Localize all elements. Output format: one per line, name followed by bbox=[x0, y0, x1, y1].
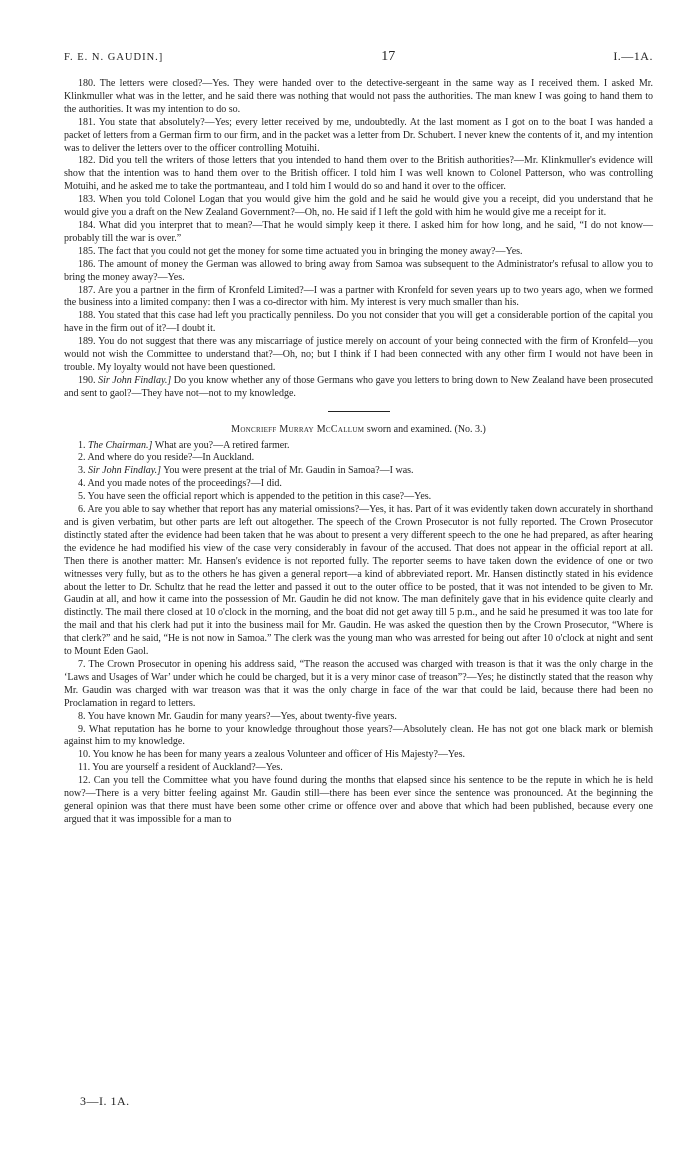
question-184: 184. What did you interpret that to mean?—That he would simply keep it there. I asked him for how long, and he said, “I do not know—probably till the war is over.” bbox=[64, 219, 653, 244]
question-189: 189. You do not suggest that there was any miscarriage of justice merely on account of your being connected with the firm of Kronfeld—you would not wish the Committee to understand that?—Oh, no; but I think if I had been connected with any other firm I would not have been in trouble. My loyalty would not have been questioned. bbox=[64, 336, 653, 373]
question-5: 5. You have seen the official report which is appended to the petition in this case?—Yes. bbox=[78, 491, 432, 503]
speaker-label: Sir John Findlay.] bbox=[98, 374, 172, 386]
question-number: 190. bbox=[78, 374, 96, 386]
witness-name: Moncrieff Murray McCallum bbox=[231, 423, 365, 435]
witness-heading bbox=[64, 424, 653, 437]
question-text: What are you?—A retired farmer. bbox=[154, 439, 290, 451]
question-3 bbox=[64, 465, 653, 478]
question-7: 7. The Crown Prosecutor in opening his address said, “The reason the accused was charged with treason is that it was the only charge in the ‘Laws and Usages of War’ under which he could be charged, but it is a very minor case of treason”?—Yes; he distinctly stated that the reason why Mr. Gaudin was charged with war treason was that it was the only charge in face of the war that could be laid, because there had been no Proclamation in regard to letters. bbox=[64, 658, 653, 709]
question-9: 9. What reputation has he borne to your knowledge throughout those years?—Absolutely clean. He has not got one black mark or blemish against him to my knowledge. bbox=[64, 723, 653, 748]
question-180: 180. The letters were closed?—Yes. They were handed over to the detective-sergeant in the same way as I received them. I asked Mr. Klinkmuller what was in the letter, and he said there was nothing that would not pass the authorities. The man knew I was going to hand them to the authorities. It was my intention to do so. bbox=[64, 78, 653, 115]
question-6: 6. Are you able to say whether that report has any material omissions?—Yes, it has. Part of it was evidently taken down accurately in shorthand and is given verbatim, but other parts are left out altogether. The speech of the Crown Prosecutor is not fully reported. The Crown Prosecutor distinctly stated after the evidence had been taken that he was about to present a very different speech to the one he had prepared, as after hearing the evidence he had modified his view of the case very considerably in favour of the accused. That does not appear in the official report at all. Then there is another matter: Mr. Hansen's evidence is not reported fully. The reporter seems to have taken down the evidence of one or two witnesses very fully, but as to the others he has given a general report—a kind of abbreviated report. Mr. Hansen distinctly stated in his evidence about the letter to Dr. Schultz that he read the letter and passed it out to the outer office to be posted, that it was not intended to be given to Mr. Gaudin at all, and how it came into the possession of Mr. Gaudin he did not know. The man definitely gave that in his evidence quite clearly and distinctly. The mail there closed at 10 o'clock in the morning, and the boat did not get away till 5 p.m., and he said he presumed it was too late for the mail and that his clerk had put it into the business mail for Mr. Gaudin. He was asked the question then by the Crown Prosecutor, “Where is that clerk?” and he said, “He is not now in Samoa.” The clerk was the young man who was arrested for being out after 10 o'clock at night and sent to Mount Eden Gaol. bbox=[64, 504, 653, 658]
question-188: 188. You stated that this case had left you practically penniless. Do you not consider that you will get a considerable portion of the capital you have in the firm out of it?—I doubt it. bbox=[64, 310, 653, 335]
page-header bbox=[64, 50, 653, 72]
question-183: 183. When you told Colonel Logan that you would give him the gold and he said he would give you a receipt, did you understand that he would give you a draft on the New Zealand Government?—Oh, no. He said if I left the gold with him he would give me a receipt for it. bbox=[64, 194, 653, 219]
question-182: 182. Did you tell the writers of those letters that you intended to hand them over to the British authorities?—Mr. Klinkmuller's evidence will show that the intention was to hand them over to the British officer. I told him I was well known to Colonel Patterson, who was controlling Motuihi, and he asked me to take the portmanteau, and I told him I would do so and hand it over to the officer. bbox=[64, 155, 653, 193]
question-186: 186. The amount of money the German was allowed to bring away from Samoa was subsequent to the Administrator's refusal to allow you to bring the money away?—Yes. bbox=[64, 258, 653, 283]
question-181: 181. You state that absolutely?—Yes; every letter received by me, undoubtedly. At the last moment as I got on to the boat I was handed a packet of letters from a German firm to our firm, and in the packet was a letter from Dr. Schubert. I never knew the contents of it, and my intention was to deliver the letters over to the officer controlling Motuihi. bbox=[64, 116, 653, 154]
question-8: 8. You have known Mr. Gaudin for many years?—Yes, about twenty-five years. bbox=[78, 710, 397, 722]
question-11: 11. You are yourself a resident of Auckland?—Yes. bbox=[78, 762, 283, 774]
question-190 bbox=[64, 375, 653, 401]
testimony-part-1 bbox=[64, 78, 653, 401]
speaker-label: The Chairman.] bbox=[88, 439, 153, 451]
testimony-part-2 bbox=[64, 440, 653, 827]
question-12: 12. Can you tell the Committee what you have found during the months that elapsed since his sentence to be the repute in which he is held now?—There is a very bitter feeling against Mr. Gaudin still—there has been ever since the sentence was pronounced. At the beginning the general opinion was that there must have been some other crime or offence over and above that which had been published, because every one argued that it was impossible for a man to bbox=[64, 775, 653, 825]
question-number: 3. bbox=[78, 465, 86, 477]
question-text: You were present at the trial of Mr. Gaudin in Samoa?—I was. bbox=[163, 465, 414, 477]
document-reference: I.—1A. bbox=[613, 49, 653, 63]
question-number: 1. bbox=[78, 439, 86, 451]
header-witness-name: F. E. N. GAUDIN.] bbox=[64, 52, 164, 63]
question-185: 185. The fact that you could not get the money for some time actuated you in bringing the money away?—Yes. bbox=[78, 245, 523, 257]
question-2: 2. And where do you reside?—In Auckland. bbox=[78, 452, 255, 464]
question-text: Do you know whether any of those Germans who gave you letters to bring down to New Zealand have been prosecuted and sent to gaol?—They have not—not to my knowledge. bbox=[64, 374, 654, 399]
question-4: 4. And you made notes of the proceedings?—I did. bbox=[78, 478, 282, 490]
page-footer: 3—I. 1A. bbox=[80, 1094, 130, 1108]
question-10: 10. You know he has been for many years a zealous Volunteer and officer of His Majesty?—Yes. bbox=[78, 749, 465, 761]
question-1 bbox=[64, 440, 653, 453]
section-divider bbox=[328, 411, 390, 412]
speaker-label: Sir John Findlay.] bbox=[88, 465, 162, 477]
witness-status: sworn and examined. (No. 3.) bbox=[366, 423, 486, 435]
page-number: 17 bbox=[381, 49, 396, 64]
question-187: 187. Are you a partner in the firm of Kronfeld Limited?—I was a partner with Kronfeld for seven years up to two years ago, when we formed the business into a limited company: then I was a co-director with him. My interest is very much smaller than his. bbox=[64, 284, 653, 309]
